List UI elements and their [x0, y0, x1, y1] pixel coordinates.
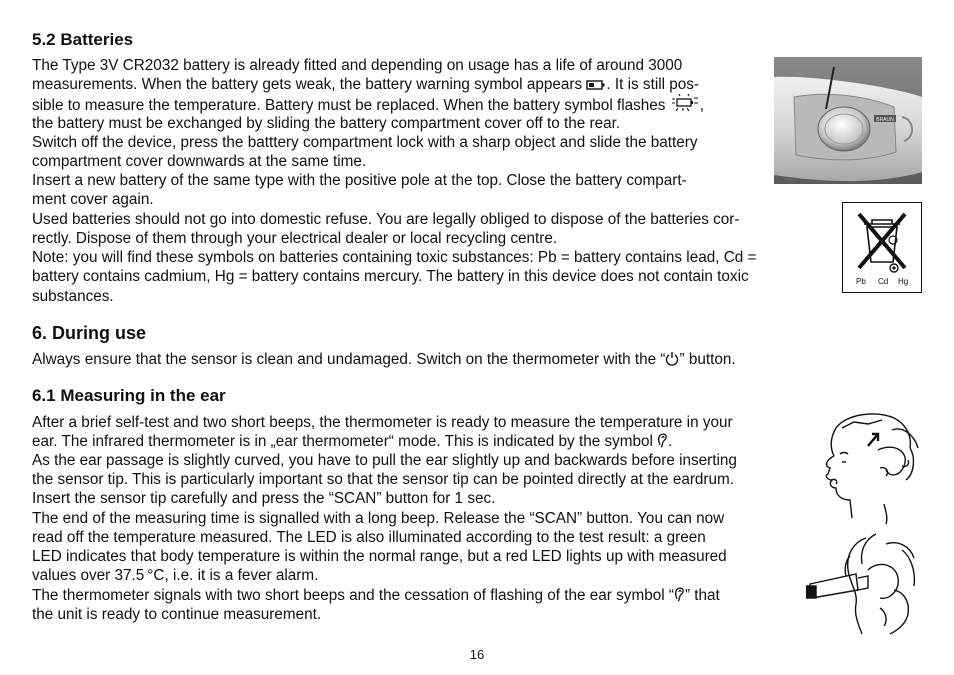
text-line: As the ear passage is slightly curved, you have to pull the ear slightly up and backwards before inserting — [32, 452, 737, 469]
text-line: Used batteries should not go into domestic refuse. You are legally obliged to dispose of the batteries cor- — [32, 211, 740, 228]
text-line: substances. — [32, 288, 114, 305]
text-line: The thermometer signals with two short beeps and the cessation of flashing of the ear symbol “ ” that — [32, 586, 720, 607]
brand-label: BRAUN — [876, 117, 894, 123]
text-line: values over 37.5 °C, i.e. it is a fever alarm. — [32, 567, 319, 584]
recycling-bin-icon — [842, 202, 922, 293]
text-line: The end of the measuring time is signalled with a long beep. Release the “SCAN” button. You can now — [32, 510, 725, 527]
battery-compartment-photo — [774, 57, 922, 184]
head-ear-pull-illustration — [806, 408, 924, 526]
text-line: Insert the sensor tip carefully and press the “SCAN” button for 1 sec. — [32, 490, 496, 507]
text-line: Always ensure that the sensor is clean and undamaged. Switch on the thermometer with the “ ” button. — [32, 350, 736, 371]
text-line: read off the temperature measured. The LED is also illuminated according to the test result: a green — [32, 529, 706, 546]
ear-icon — [674, 587, 685, 607]
text-line: Note: you will find these symbols on batteries containing toxic substances: Pb = battery contains lead, Cd = — [32, 249, 757, 266]
text-line: LED indicates that body temperature is within the normal range, but a red LED lights up with measured — [32, 548, 727, 565]
ear-icon — [657, 433, 668, 453]
text-line: the battery must be exchanged by sliding the battery compartment cover off to the rear. — [32, 115, 621, 132]
section-heading-batteries: 5.2 Batteries — [32, 30, 134, 49]
text-line: After a brief self-test and two short beeps, the thermometer is ready to measure the temperature in your — [32, 414, 733, 431]
text-line: the unit is ready to continue measurement. — [32, 606, 322, 623]
label-pb: Pb — [856, 277, 866, 286]
text-line: ear. The infrared thermometer is in „ear thermometer“ mode. This is indicated by the symbol . — [32, 432, 672, 453]
text-line: sible to measure the temperature. Battery must be replaced. When the battery symbol flashes , — [32, 94, 704, 117]
text-line: measurements. When the battery gets weak, the battery warning symbol appears . It is still pos- — [32, 75, 699, 96]
label-hg: Hg — [898, 277, 909, 286]
text-line: The Type 3V CR2032 battery is already fitted and depending on usage has a life of around 3000 — [32, 57, 683, 74]
text-line: Switch off the device, press the batttery compartment lock with a sharp object and slide the battery — [32, 134, 698, 151]
power-icon — [665, 351, 679, 371]
text-line: battery contains cadmium, Hg = battery contains mercury. The battery in this device does not contain toxic — [32, 268, 749, 285]
section-heading-during-use: 6. During use — [32, 323, 147, 343]
text-line: compartment cover downwards at the same time. — [32, 153, 367, 170]
text-line: the sensor tip. This is particularly important so that the sensor tip can be pointed directly at the eardrum. — [32, 471, 735, 488]
text-line: Insert a new battery of the same type with the positive pole at the top. Close the battery compart- — [32, 172, 687, 189]
section-heading-measuring-ear: 6.1 Measuring in the ear — [32, 386, 226, 405]
page-number: 16 — [469, 647, 485, 662]
label-cd: Cd — [878, 277, 889, 286]
battery-flashing-icon — [670, 94, 700, 117]
text-line: rectly. Dispose of them through your electrical dealer or local recycling centre. — [32, 230, 558, 247]
text-line: ment cover again. — [32, 191, 154, 208]
thermometer-in-ear-illustration — [806, 530, 924, 636]
